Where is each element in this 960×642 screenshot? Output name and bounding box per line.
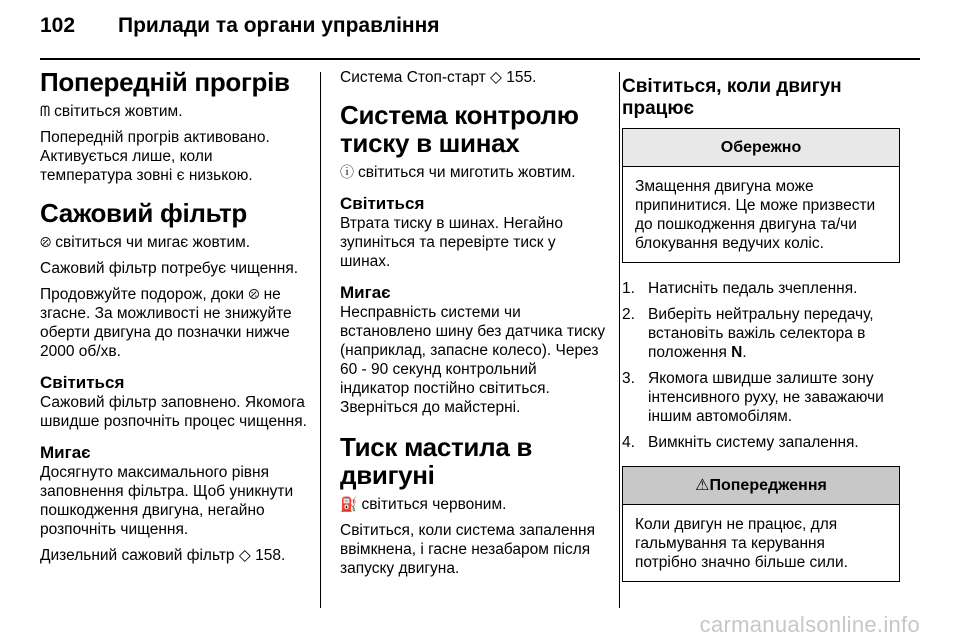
oil-description: Світиться, коли система запалення ввімкнена, і гасне незабаром після запуску двигуна.: [340, 522, 596, 577]
tpms-lit-heading: Світиться: [340, 194, 425, 213]
list-item: 3. Якомога швидше залиште зону інтенсивного руху, не заважаючи іншим автомобілям.: [622, 370, 884, 425]
column-divider-2: [619, 72, 620, 608]
page-ref-arrow-icon: ◇: [238, 547, 251, 564]
caution-heading: Обережно: [623, 129, 899, 167]
column-2: [340, 68, 606, 585]
section-title-tpms: Система контролю тиску в шинах: [340, 100, 579, 158]
column-3: [622, 68, 900, 598]
glow-plug-icon: ᗰ: [40, 103, 51, 119]
preheat-status: ᗰ світиться жовтим.: [40, 103, 183, 120]
steps-list: [622, 279, 900, 452]
preheat-description: Попередній прогрів активовано. Активується лише, коли температура зовні є низькою.: [40, 129, 270, 184]
dpf-status: ⦼ світиться чи мигає жовтим.: [40, 234, 251, 251]
dpf-flash-heading: Мигає: [40, 443, 91, 462]
section-title-dpf: Сажовий фільтр: [40, 198, 247, 228]
tpms-lit-text: Втрата тиску в шинах. Негайно зупиніться та перевірте тиск у шинах.: [340, 215, 563, 270]
tpms-status: ⓘ світиться чи миготить жовтим.: [340, 164, 576, 181]
dpf-flash-text: Досягнуто максимального рівня заповнення фільтра. Щоб уникнути пошкодження двигуна, негайно розпочніть чищення.: [40, 464, 294, 538]
page-number: 102: [40, 14, 76, 37]
warning-text: Коли двигун не працює, для гальмування та керування потрібно значно більше сили.: [635, 516, 848, 571]
warning-heading: ⚠Попередження: [623, 467, 899, 505]
page-title: Прилади та органи управління: [118, 14, 440, 37]
caution-text: Змащення двигуна може припинитися. Це може призвести до пошкодження двигуна та/чи блокування ведучих коліс.: [635, 178, 876, 252]
header-rule: [40, 58, 920, 60]
column-1: [40, 68, 308, 572]
list-item: 2. Виберіть нейтральну передачу, встановіть важіль селектора в положення N.: [622, 306, 874, 361]
caution-box: [622, 128, 900, 263]
section-title-oil: Тиск мастила в двигуні: [340, 432, 533, 490]
section-title-preheat: Попередній прогрів: [40, 67, 290, 97]
oil-can-icon: ⛽: [340, 496, 358, 512]
page-header: [40, 14, 440, 38]
particle-filter-icon: ⦼: [40, 234, 52, 250]
warning-box: [622, 466, 900, 582]
column-divider-1: [320, 72, 321, 608]
list-item: 4. Вимкніть систему запалення.: [622, 434, 859, 451]
dpf-description: Сажовий фільтр потребує чищення.: [40, 260, 299, 277]
tpms-flash-heading: Мигає: [340, 283, 391, 302]
dpf-continue-text: Продовжуйте подорож, доки ⦼ не згасне. За можливості не знижуйте оберти двигуна до позначки нижче 2000 об/хв.: [40, 286, 292, 360]
dpf-lit-text: Сажовий фільтр заповнено. Якомога швидше розпочніть процес чищення.: [40, 394, 307, 430]
section-title-engine-running: Світиться, коли двигун працює: [622, 76, 842, 119]
oil-status: ⛽ світиться червоним.: [340, 496, 507, 513]
page-ref-arrow-icon: ◇: [490, 69, 502, 86]
particle-filter-icon: ⦼: [248, 286, 260, 302]
watermark: carmanualsonline.info: [699, 612, 920, 637]
stop-start-reference[interactable]: Система Стоп-старт ◇ 155.: [340, 69, 537, 86]
warning-triangle-icon: ⚠: [695, 477, 710, 494]
dpf-reference[interactable]: Дизельний сажовий фільтр ◇ 158.: [40, 547, 286, 564]
list-item: 1. Натисніть педаль зчеплення.: [622, 280, 858, 297]
tire-pressure-icon: ⓘ: [340, 164, 354, 180]
tpms-flash-text: Несправність системи чи встановлено шину без датчика тиску (наприклад, запасне колесо). Через 60 - 90 секунд контрольний індикатор постійно світиться. Зверніться до майстерні.: [340, 304, 606, 416]
dpf-lit-heading: Світиться: [40, 373, 125, 392]
